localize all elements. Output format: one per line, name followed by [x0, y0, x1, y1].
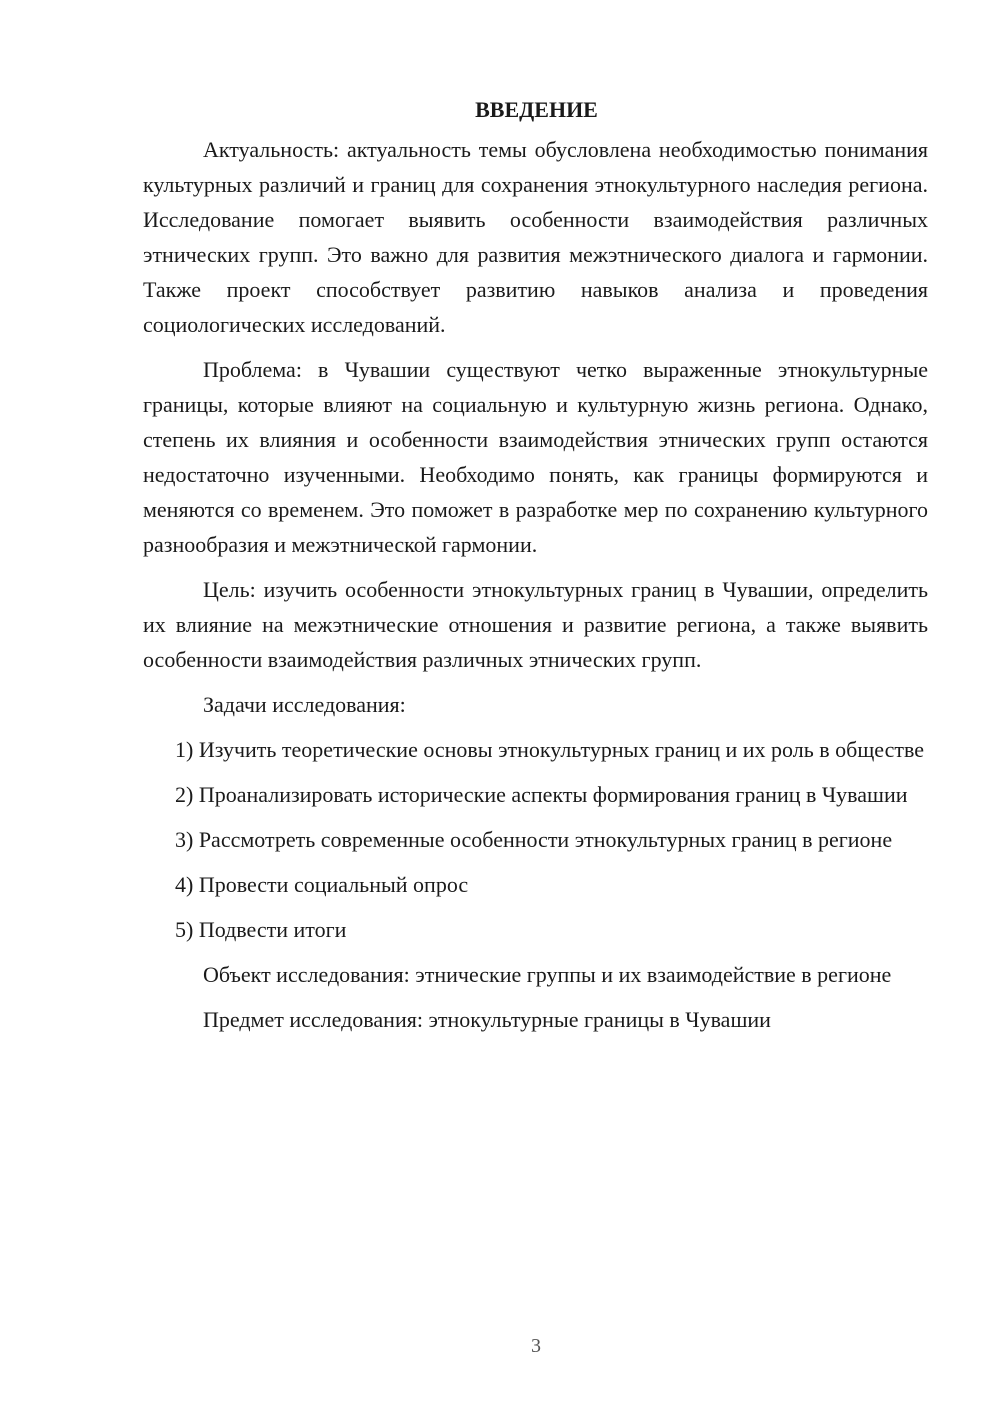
document-body [143, 92, 928, 1047]
list-item: 3) Рассмотреть современные особенности этнокультурных границ в регионе [175, 827, 893, 852]
subject-paragraph: Предмет исследования: этнокультурные границы в Чувашии [203, 1007, 771, 1032]
tasks-heading: Задачи исследования: [203, 692, 406, 717]
goal-paragraph: Цель: изучить особенности этнокультурных границ в Чувашии, определить их влияние на межэтнические отношения и развитие региона, а также выявить особенности взаимодействия различных этнических групп. [143, 577, 928, 672]
page-title: ВВЕДЕНИЕ [475, 97, 598, 122]
list-item: 5) Подвести итоги [175, 917, 347, 942]
relevance-paragraph: Актуальность: актуальность темы обусловлена необходимостью понимания культурных различий и границ для сохранения этнокультурного наследия региона. Исследование помогает выявить особенности взаимодействия различных этнических групп. Это важно для развития межэтнического диалога и гармонии. Также проект способствует развитию навыков анализа и проведения социологических исследований. [143, 137, 928, 337]
tasks-list [143, 732, 928, 947]
list-item: 2) Проанализировать исторические аспекты формирования границ в Чувашии [175, 782, 908, 807]
list-item: 4) Провести социальный опрос [175, 872, 469, 897]
list-item: 1) Изучить теоретические основы этнокультурных границ и их роль в обществе [175, 737, 924, 762]
problem-paragraph: Проблема: в Чувашии существуют четко выраженные этнокультурные границы, которые влияют на социальную и культурную жизнь региона. Однако, степень их влияния и особенности взаимодействия этнических групп остаются недостаточно изученными. Необходимо понять, как границы формируются и меняются со временем. Это поможет в разработке мер по сохранению культурного разнообразия и межэтнической гармонии. [143, 357, 928, 557]
page-number: 3 [531, 1335, 541, 1357]
object-paragraph: Объект исследования: этнические группы и их взаимодействие в регионе [203, 962, 892, 987]
